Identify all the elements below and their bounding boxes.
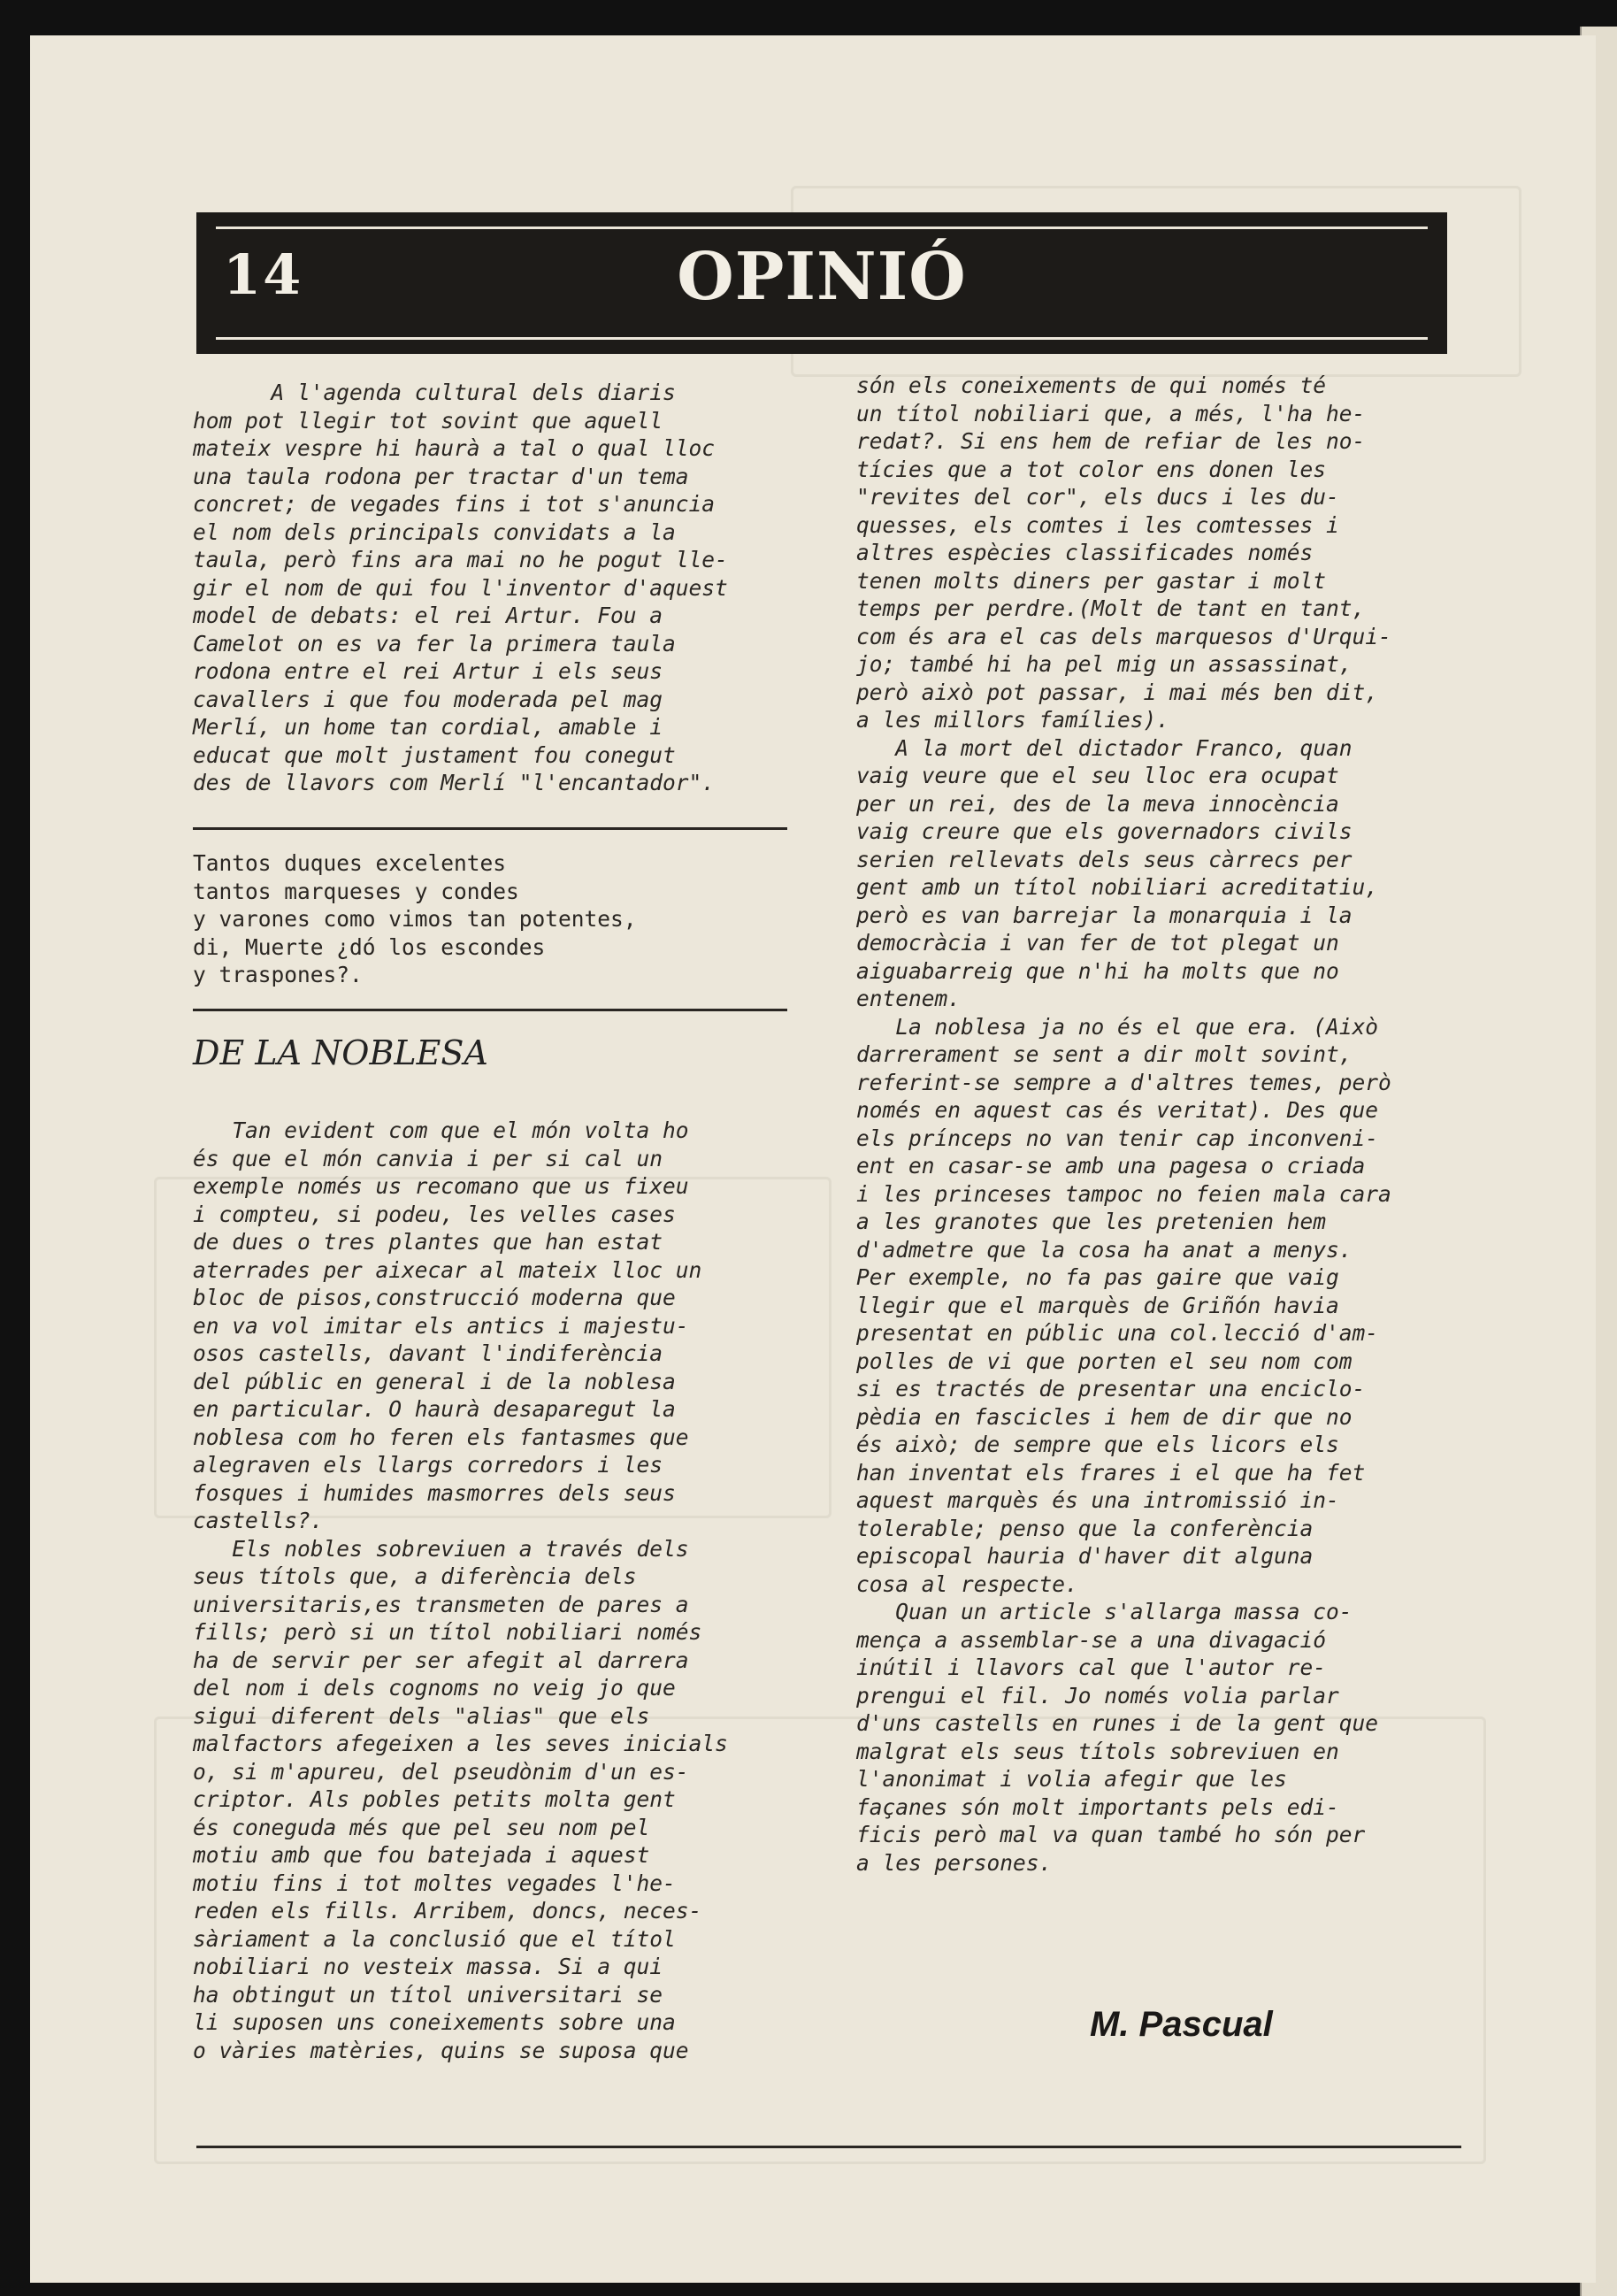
- article-left-column: Tan evident com que el món volta ho és que el món canvia i per si cal un exemple només us recomano que us fixeu i compteu, si podeu, les velles cases de dues o tres plantes que han estat aterrades per aixecar al mateix lloc un bloc de pisos,construcció moderna que en va vol imitar els antics i majestu- osos castells, davant l'indiferència del públic en general i de la noblesa en particular. O haurà desaparegut la noblesa com ho feren els fantasmes que alegraven els llargs corredors i les fosques i humides masmorres dels seus castells?. Els nobles sobreviuen a través dels seus títols que, a diferència dels universitaris,es transmeten de pares a fills; però si un títol nobiliari només ha de servir per ser afegit al darrera del nom i dels cognoms no veig jo que sigui diferent dels "alias" que els malfactors afegeixen a les seves inicials o, si m'apureu, del pseudònim d'un es- criptor. Als pobles petits molta gent és coneguda més que pel seu nom pel motiu amb que fou batejada i aquest motiu fins i tot moltes vegades l'he- reden els fills. Arribem, doncs, neces- sàriament a la conclusió que el títol nobiliari no vesteix massa. Si a qui ha obtingut un títol universitari se li suposen uns coneixements sobre una o vàries matèries, quins se suposa que: [193, 1117, 728, 2063]
- poem-quote: Tantos duques excelentes tantos marqueses y condes y varones como vimos tan potentes, di, Muerte ¿dó los escondes y traspones?.: [193, 850, 637, 987]
- header-rule-bottom: [216, 337, 1428, 340]
- bottom-rule: [196, 2146, 1461, 2148]
- author-signature: M. Pascual: [1090, 2005, 1273, 2044]
- article-right-column: són els coneixements de qui només té un títol nobiliari que, a més, l'ha he- redat?. Si ens hem de refiar de les no- tícies que a tot color ens donen les "revites del cor", els ducs i les du- quesses, els comtes i les comtesses i altres espècies classificades només tenen molts diners per gastar i molt temps per perdre.(Molt de tant en tant, com és ara el cas dels marquesos d'Urqui- jo; també hi ha pel mig un assassinat, però això pot passar, i mai més ben dit, a les millors famílies). A la mort del dictador Franco, quan vaig veure que el seu lloc era ocupat per un rei, des de la meva innocència vaig creure que els governadors civils serien rellevats dels seus càrrecs per gent amb un títol nobiliari acreditatiu, però es van barrejar la monarquia i la democràcia i van fer de tot plegat un aiguabarreig que n'hi ha molts que no entenem. La noblesa ja no és el que era. (Això darrerament se sent a dir molt sovint, referint-se sempre a d'altres temes, però només en aquest cas és veritat). Des que els prínceps no van tenir cap inconveni- ent en casar-se amb una pagesa o criada i les princeses tampoc no feien mala cara a les granotes que les pretenien hem d'admetre que la cosa ha anat a menys. Per exemple, no fa pas gaire que vaig llegir que el marquès de Griñón havia presentat en públic una col.lecció d'am- polles de vi que porten el seu nom com si es tractés de presentar una enciclo- pèdia en fascicles i hem de dir que no és això; de sempre que els licors els han inventat els frares i el que ha fet aquest marquès és una intromissió in- tolerable; penso que la conferència episcopal hauria d'haver dit alguna cosa al respecte. Quan un article s'allarga massa co- mença a assemblar-se a una divagació inútil i llavors cal que l'autor re- prengui el fil. Jo només volia parlar d'uns castells en runes i de la gent que malgrat els seus títols sobreviuen en l'anonimat i volia afegir que les façanes són molt importants pels edi- ficis però mal va quan també ho són per a les persones.: [856, 372, 1391, 1876]
- article-title: DE LA NOBLESA: [193, 1033, 488, 1072]
- section-header: [196, 212, 1447, 354]
- page-number: 14: [223, 242, 303, 307]
- header-rule-top: [216, 227, 1428, 229]
- section-title: OPINIÓ: [677, 239, 967, 315]
- intro-paragraph: A l'agenda cultural dels diaris hom pot llegir tot sovint que aquell mateix vespre hi haurà a tal o qual lloc una taula rodona per tractar d'un tema concret; de vegades fins i tot s'anuncia el nom dels principals convidats a la taula, però fins ara mai no he pogut lle- gir el nom de qui fou l'inventor d'aquest model de debats: el rei Artur. Fou a Camelot on es va fer la primera taula rodona entre el rei Artur i els seus cavallers i que fou moderada pel mag Merlí, un home tan cordial, amable i educat que molt justament fou conegut des de llavors com Merlí "l'encantador".: [193, 380, 728, 795]
- divider: [193, 827, 787, 830]
- divider: [193, 1009, 787, 1011]
